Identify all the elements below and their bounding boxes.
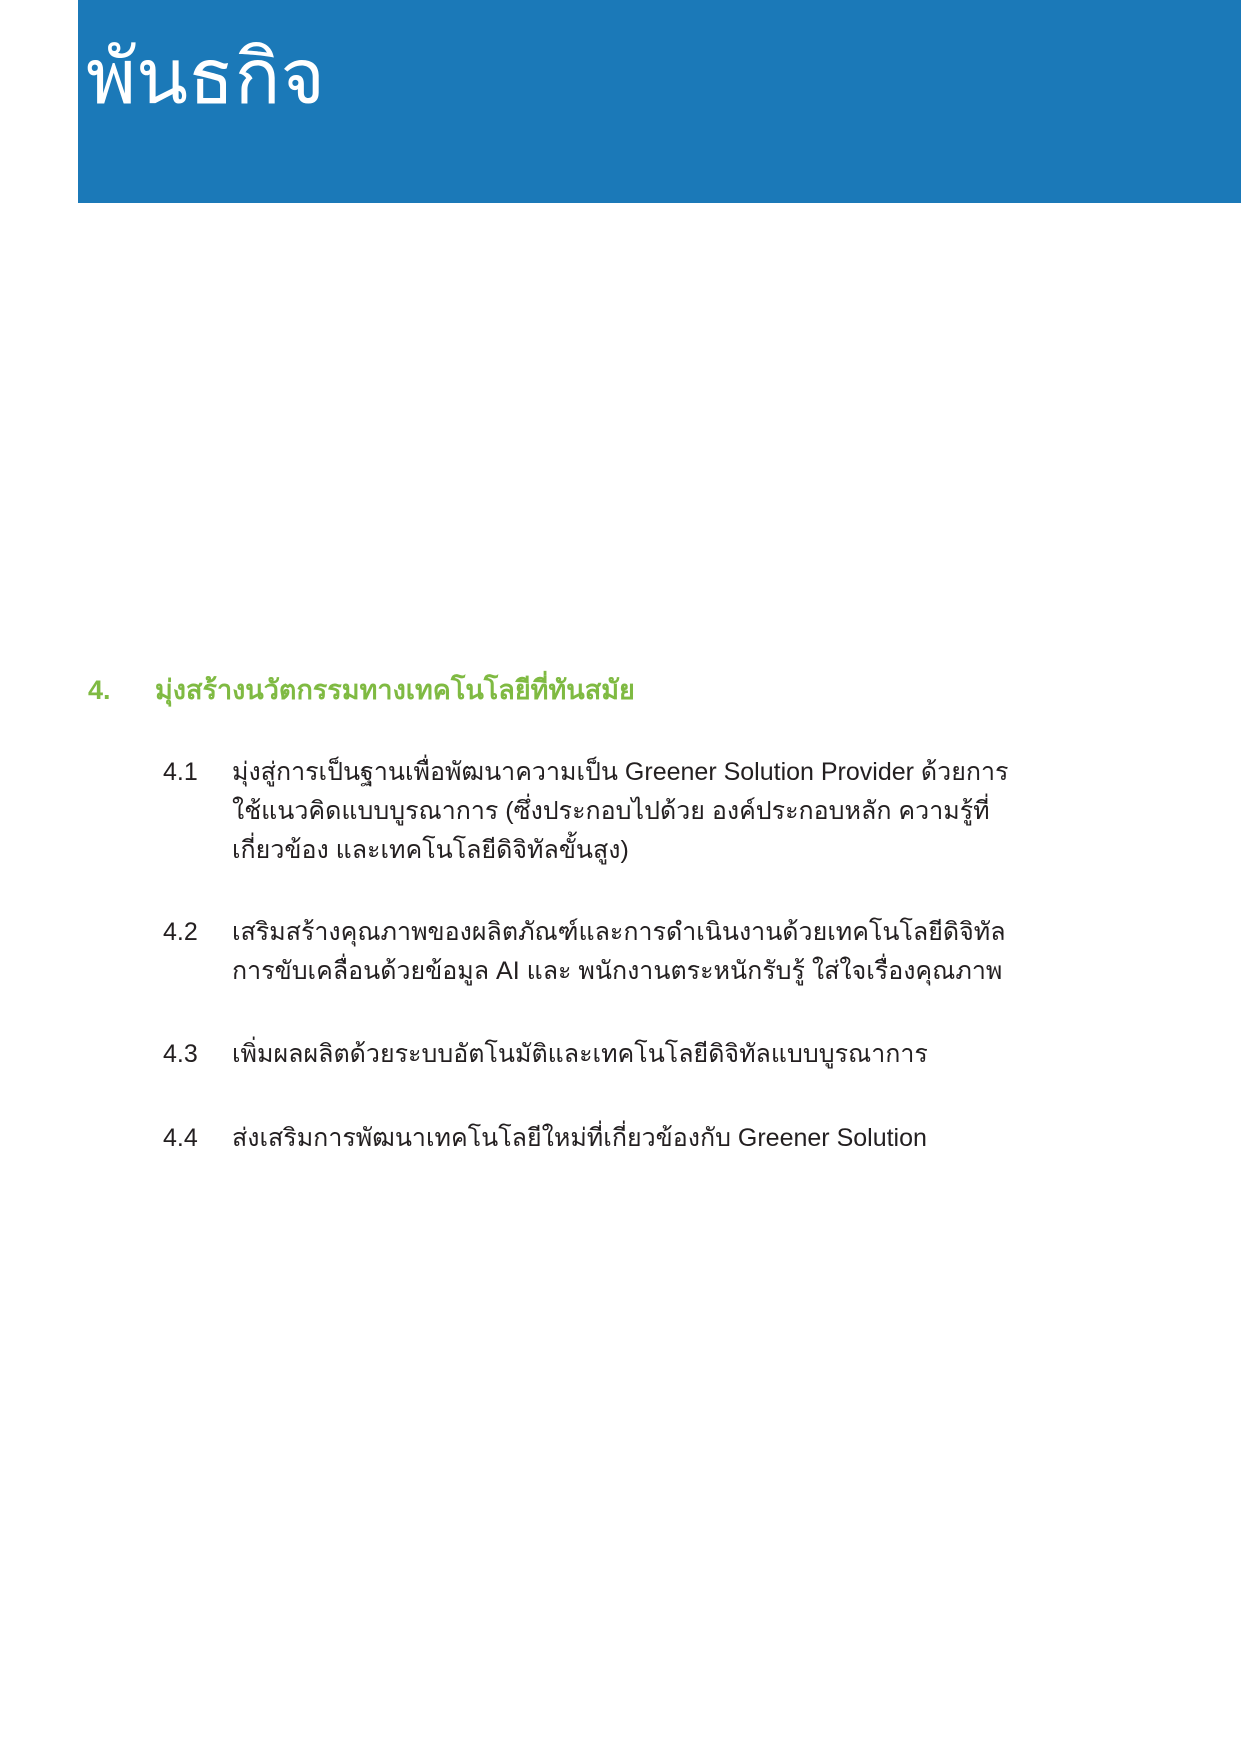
page-title: พันธกิจ	[86, 35, 325, 120]
list-item-number: 4.3	[163, 1039, 198, 1068]
list-item	[0, 1119, 1241, 1159]
list-item	[0, 753, 1241, 869]
list-item-number: 4.2	[163, 918, 198, 947]
list-item-text: เพิ่มผลผลิตด้วยระบบอัตโนมัติและเทคโนโลยีดิจิทัลแบบบูรณาการ	[232, 1039, 928, 1068]
section-title: มุ่งสร้างนวัตกรรมทางเทคโนโลยีที่ทันสมัย	[155, 675, 635, 705]
section-items	[0, 753, 1241, 1203]
list-item-text: มุ่งสู่การเป็นฐานเพื่อพัฒนาความเป็น Greener Solution Provider ด้วยการใช้แนวคิดแบบบูรณาการ (ซึ่งประกอบไปด้วย องค์ประกอบหลัก ความรู้ที่เกี่ยวข้อง และเทคโนโลยีดิจิทัลขั้นสูง)	[232, 758, 1009, 864]
header-left-margin	[0, 0, 78, 203]
list-item-text: ส่งเสริมการพัฒนาเทคโนโลยีใหม่ที่เกี่ยวข้องกับ Greener Solution	[232, 1123, 927, 1152]
list-item-text: เสริมสร้างคุณภาพของผลิตภัณฑ์และการดำเนินงานด้วยเทคโนโลยีดิจิทัล การขับเคลื่อนด้วยข้อมูล AI และ พนักงานตระหนักรับรู้ ใส่ใจเรื่องคุณภาพ	[232, 918, 1006, 985]
section-number: 4.	[88, 675, 111, 705]
list-item	[0, 913, 1241, 991]
list-item	[0, 1035, 1241, 1075]
header-band	[0, 0, 1241, 203]
list-item-number: 4.1	[163, 758, 198, 786]
list-item-number: 4.4	[163, 1123, 198, 1152]
